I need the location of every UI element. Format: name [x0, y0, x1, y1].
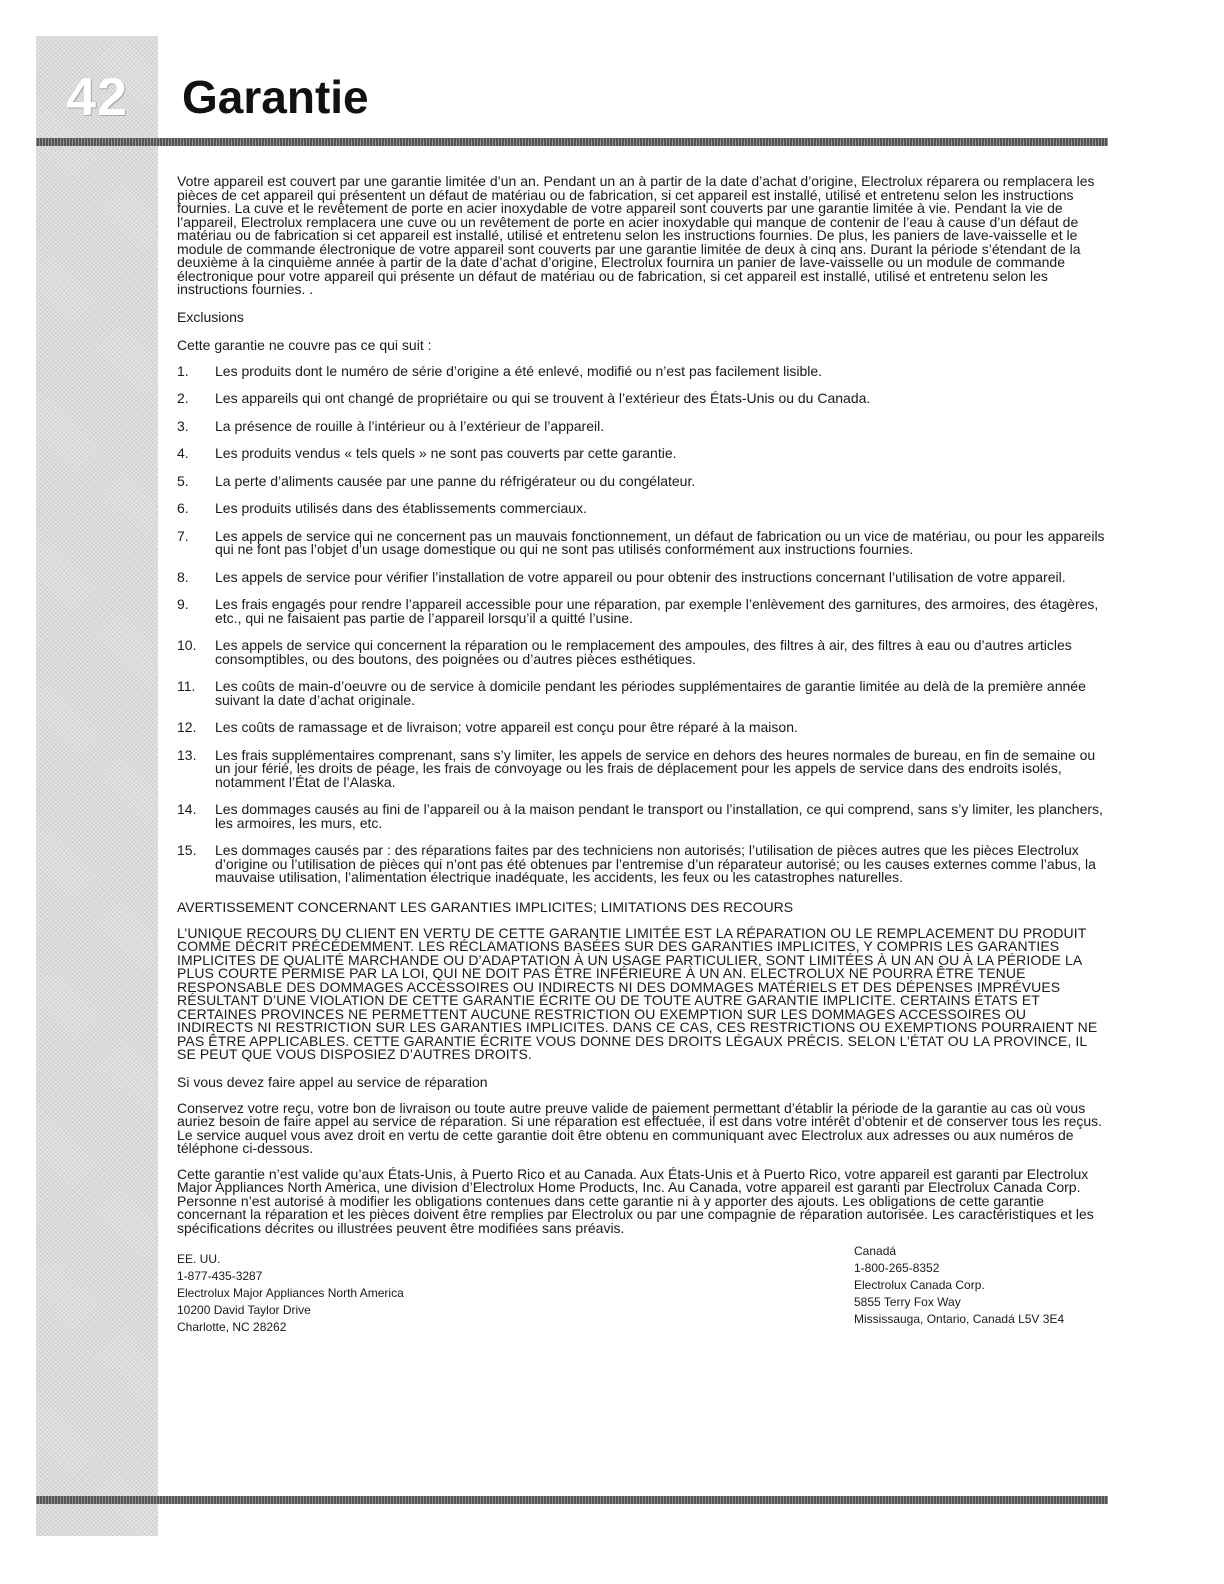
- item-text: Les frais engagés pour rendre l’appareil accessible pour une réparation, par exemple l’enlèvement des garnitures, des armoires, des étagères, etc., qui ne faisaient pas partie de l’appareil lorsqu’il a quitté l’usine.: [215, 596, 1099, 626]
- us-country: EE. UU.: [177, 1252, 221, 1266]
- us-contact: [177, 1251, 404, 1336]
- page-number: 42: [65, 67, 129, 127]
- list-item: [177, 362, 1105, 379]
- intro-paragraph: Votre appareil est couvert par une garantie limitée d’un an. Pendant un an à partir de la date d’achat d’origine, Electrolux réparera ou remplacera les pièces de cet appareil qui présentent un défaut de matériau ou de fabrication, si cet appareil est installé, utilisé et entretenu selon les instructions fournies. La cuve et le revêtement de porte en acier inoxydable de votre appareil sont couverts par une garantie limitée à vie. Pendant la vie de l’appareil, Electrolux remplacera une cuve ou un revêtement de porte en acier inoxydable qui manque de contenir de l’eau à cause d’un défaut de matériau ou de fabrication si cet appareil est installé, utilisé et entretenu selon les instructions fournies. De plus, les paniers de lave-vaisselle et le module de commande électronique de votre appareil sont couverts par une garantie limitée de deux à cinq ans. Durant la période s’étendant de la deuxième à la cinquième année à partir de la date d’achat d’origine, Electrolux fournira un panier de lave-vaisselle ou un module de commande électronique pour votre appareil qui présente un défaut de matériau ou de fabrication, si cet appareil est installé, utilisé et entretenu selon les instructions fournies. .: [177, 173, 1095, 297]
- item-text: Les frais supplémentaires comprenant, sans s’y limiter, les appels de service en dehors des heures normales de bureau, en fin de semaine ou un jour férié, les droits de péage, les frais de convoyage ou les frais de déplacement pour les appels de service dans des endroits isolés, notamment l’État de l’Alaska.: [215, 746, 1096, 790]
- side-band: [36, 36, 158, 1536]
- item-number: 7.: [177, 527, 189, 544]
- canada-company: Electrolux Canada Corp.: [854, 1278, 985, 1292]
- list-item: [177, 417, 1105, 434]
- list-item: [177, 803, 1105, 830]
- canada-street: 5855 Terry Fox Way: [854, 1295, 961, 1309]
- list-item: [177, 447, 1105, 461]
- item-text: Les dommages causés au fini de l’appareil ou à la maison pendant le transport ou l’installation, ce qui comprend, sans s’y limiter, les planchers, les armoires, les murs, etc.: [215, 801, 1103, 831]
- canada-contact: [854, 1243, 1064, 1328]
- canada-country: Canadá: [854, 1244, 897, 1258]
- list-item: [177, 527, 1105, 557]
- item-number: 10.: [177, 637, 197, 653]
- list-item: [177, 502, 1105, 516]
- list-item: [177, 472, 1105, 489]
- item-number: 2.: [177, 390, 189, 406]
- disclaimer-body: L’UNIQUE RECOURS DU CLIENT EN VERTU DE CETTE GARANTIE LIMITÉE EST LA RÉPARATION OU LE REMPLACEMENT DU PRODUIT COMME DÉCRIT PRÉCÉDEMMENT. LES RÉCLAMATIONS BASÉES SUR DES GARANTIES IMPLICITES, Y COMPRIS LES GARANTIES IMPLICITES DE QUALITÉ MARCHANDE OU D’ADAPTATION À UN USAGE PARTICULIER, SONT LIMITÉES À UN AN OU À LA PÉRIODE LA PLUS COURTE PERMISE PAR LA LOI, QUI NE DOIT PAS ÊTRE INFÉRIEURE À UN AN. ELECTROLUX NE POURRA ÊTRE TENUE RESPONSABLE DES DOMMAGES ACCESSOIRES OU INDIRECTS NI DES DOMMAGES MATÉRIELS ET DES DÉPENSES IMPRÉVUES RÉSULTANT D’UNE VIOLATION DE CETTE GARANTIE ÉCRITE OU DE TOUTE AUTRE GARANTIE IMPLICITE. CERTAINS ÉTATS ET CERTAINES PROVINCES NE PERMETTENT AUCUNE RESTRICTION OU EXEMPTION SUR LES DOMMAGES ACCESSOIRES OU INDIRECTS NI RESTRICTION SUR LES GARANTIES IMPLICITES. DANS CE CAS, CES RESTRICTIONS OU EXEMPTIONS POURRAIENT NE PAS ÊTRE APPLICABLES. CETTE GARANTIE ÉCRITE VOUS DONNE DES DROITS LÉGAUX PRÉCIS. SELON L’ÉTAT OU LA PROVINCE, IL SE PEUT QUE VOUS DISPOSIEZ D’AUTRES DROITS.: [177, 924, 1098, 1062]
- item-text: Les appels de service qui concernent la réparation ou le remplacement des ampoules, des filtres à air, des filtres à eau ou d’autres articles consomptibles, ou des boutons, des poignées ou d’autres pièces esthétiques.: [215, 637, 1072, 667]
- list-item: [177, 639, 1105, 666]
- item-text: Les produits vendus « tels quels » ne sont pas couverts par cette garantie.: [215, 445, 677, 461]
- item-text: Les coûts de ramassage et de livraison; votre appareil est conçu pour être réparé à la maison.: [215, 719, 798, 735]
- us-company: Electrolux Major Appliances North America: [177, 1286, 404, 1300]
- canada-city: Mississauga, Ontario, Canadá L5V 3E4: [854, 1312, 1065, 1326]
- warranty-content: [177, 175, 1105, 1347]
- item-text: La perte d’aliments causée par une panne du réfrigérateur ou du congélateur.: [215, 472, 696, 489]
- item-text: Les dommages causés par : des réparations faites par des techniciens non autorisés; l’utilisation de pièces autres que les pièces Electrolux d’origine ou l’utilisation de pièces qui n’ont pas été obtenues par l’entremise d’un réparateur autorisé; ou les causes externes comme l’abus, la mauvaise utilisation, l’alimentation électrique inadéquate, les accidents, les feux ou les catastrophes naturelles.: [215, 842, 1096, 885]
- item-text: Les produits utilisés dans des établissements commerciaux.: [215, 500, 587, 516]
- item-text: La présence de rouille à l’intérieur ou à l’extérieur de l’appareil.: [215, 417, 605, 434]
- item-number: 1.: [177, 362, 189, 379]
- item-number: 15.: [177, 842, 197, 858]
- footer-rule: [36, 1496, 1108, 1504]
- list-item: [177, 568, 1105, 585]
- service-heading: Si vous devez faire appel au service de réparation: [177, 1073, 488, 1090]
- canada-phone: 1-800-265-8352: [854, 1261, 940, 1275]
- header-rule: [36, 138, 1108, 146]
- us-city: Charlotte, NC 28262: [177, 1320, 287, 1334]
- list-item: [177, 392, 1105, 406]
- page-title: Garantie: [182, 71, 369, 123]
- contact-addresses: [177, 1244, 1105, 1347]
- list-item: [177, 844, 1105, 885]
- item-number: 8.: [177, 568, 189, 585]
- item-number: 12.: [177, 719, 197, 735]
- exclusions-heading: Exclusions: [177, 308, 244, 325]
- item-number: 4.: [177, 445, 189, 461]
- item-number: 11.: [177, 678, 196, 694]
- item-text: Les appareils qui ont changé de propriétaire ou qui se trouvent à l’extérieur des États-Unis ou du Canada.: [215, 390, 871, 406]
- exclusions-list: [177, 362, 1105, 885]
- list-item: [177, 680, 1105, 707]
- item-text: Les produits dont le numéro de série d’origine a été enlevé, modifié ou n’est pas facilement lisible.: [215, 362, 823, 379]
- item-text: Les appels de service pour vérifier l’installation de votre appareil ou pour obtenir des instructions concernant l’utilisation de votre appareil.: [215, 568, 1066, 585]
- item-text: Les appels de service qui ne concernent pas un mauvais fonctionnement, un défaut de fabrication ou un vice de matériau, ou pour les appareils qui ne font pas l’objet d’un usage domestique ou qui ne sont pas utilisés conformément aux instructions fournies.: [215, 527, 1105, 557]
- service-paragraph: Conservez votre reçu, votre bon de livraison ou toute autre preuve valide de paiement permettant d’établir la période de la garantie au cas où vous auriez besoin de faire appel au service de réparation. Si une réparation est effectuée, il est dans votre intérêt d’obtenir et de conserver tous les reçus. Le service auquel vous avez droit en vertu de cette garantie doit être obtenu en communiquant avec Electrolux aux adresses ou aux numéros de téléphone ci-dessous.: [177, 1099, 1103, 1156]
- coverage-paragraph: Cette garantie n’est valide qu’aux États-Unis, à Puerto Rico et au Canada. Aux États-Unis et à Puerto Rico, votre appareil est garanti par Electrolux Major Appliances North America, une division d’Electrolux Home Products, Inc. Au Canada, votre appareil est garanti par Electrolux Canada Corp. Personne n’est autorisé à modifier les obligations contenues dans cette garantie ni à y apporter des ajouts. Les obligations de cette garantie concernant la réparation et les pièces doivent être remplies par Electrolux ou par une compagnie de réparation autorisée. Les caractéristiques et les spécifications décrites ou illustrées peuvent être modifiées sans préavis.: [177, 1165, 1094, 1236]
- list-item: [177, 746, 1105, 790]
- item-number: 3.: [177, 417, 189, 434]
- us-street: 10200 David Taylor Drive: [177, 1303, 311, 1317]
- item-number: 6.: [177, 500, 189, 516]
- item-text: Les coûts de main-d’oeuvre ou de service à domicile pendant les périodes supplémentaires de garantie limitée au delà de la première année suivant la date d’achat originale.: [215, 678, 1086, 708]
- item-number: 5.: [177, 472, 189, 489]
- list-item: [177, 598, 1105, 625]
- item-number: 9.: [177, 596, 189, 612]
- item-number: 13.: [177, 746, 197, 763]
- disclaimer-heading: AVERTISSEMENT CONCERNANT LES GARANTIES IMPLICITES; LIMITATIONS DES RECOURS: [177, 898, 794, 915]
- us-phone: 1-877-435-3287: [177, 1269, 263, 1283]
- list-item: [177, 721, 1105, 735]
- item-number: 14.: [177, 801, 197, 817]
- exclusions-lead: Cette garantie ne couvre pas ce qui suit :: [177, 336, 432, 353]
